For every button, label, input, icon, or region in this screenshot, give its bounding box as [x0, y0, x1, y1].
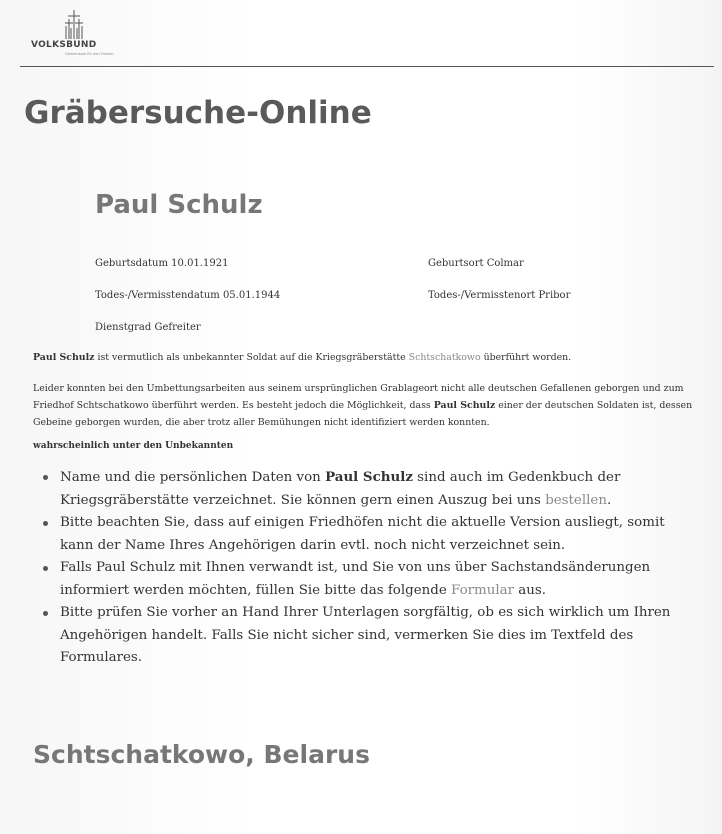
- cemetery-link[interactable]: Schtschatkowo: [408, 352, 481, 363]
- rank-value: Gefreiter: [154, 322, 201, 333]
- order-link[interactable]: bestellen: [545, 492, 607, 508]
- list-item-text: sind auch im Gedenkbuch der Kriegsgräberstätte verzeichnet. Sie können gern einen Auszug bei uns: [60, 470, 621, 508]
- bullet-dot-icon: [43, 521, 48, 526]
- rank-field: [95, 322, 201, 333]
- page-title: Gräbersuche-Online: [24, 95, 372, 131]
- list-item-text: Bitte prüfen Sie vorher an Hand Ihrer Unterlagen sorgfältig, ob es sich wirklich um Ihren Angehörigen handelt. Falls Sie nicht sicher sind, vermerken Sie dies im Textfeld des Formulares.: [60, 605, 671, 665]
- death-date-label: Todes-/Vermisstendatum: [95, 290, 220, 301]
- volksbund-logo[interactable]: [31, 10, 131, 58]
- death-place-field: [428, 290, 570, 301]
- death-date-field: [95, 290, 280, 301]
- list-item: [38, 512, 678, 557]
- birth-place-field: [428, 258, 524, 269]
- person-name-inline: Paul Schulz: [33, 352, 95, 363]
- reburial-paragraph: [33, 380, 698, 431]
- transfer-paragraph: [33, 349, 698, 366]
- list-item: [38, 602, 678, 670]
- list-item-text: .: [606, 492, 612, 508]
- birth-place-value: Colmar: [486, 258, 524, 269]
- bullet-dot-icon: [43, 611, 48, 616]
- transfer-text-end: überführt worden.: [480, 352, 572, 363]
- logo-subline: Gemeinsam für den Frieden: [65, 52, 114, 56]
- cemetery-heading: Schtschatkowo, Belarus: [33, 740, 370, 769]
- birth-place-label: Geburtsort: [428, 258, 484, 269]
- list-item: [38, 466, 678, 512]
- death-place-value: Pribor: [538, 290, 571, 301]
- birth-date-value: 10.01.1921: [171, 258, 229, 269]
- list-item-text: Bitte beachten Sie, dass auf einigen Friedhöfen nicht die aktuelle Version ausliegt, somit kann der Name Ihres Angehörigen darin evtl. noch nicht verzeichnet sein.: [60, 515, 665, 553]
- person-name-inline: Paul Schulz: [325, 469, 413, 485]
- list-item-text: aus.: [514, 582, 547, 598]
- reburial-text-end: einer der deutschen Soldaten ist, dessen Gebeine geborgen wurden, die aber trotz aller Bemühungen nicht identifiziert werden konnten.: [33, 400, 693, 428]
- person-name-heading: Paul Schulz: [95, 190, 263, 220]
- bullet-dot-icon: [43, 475, 48, 480]
- list-item: [38, 557, 678, 602]
- rank-label: Dienstgrad: [95, 322, 152, 333]
- transfer-text: ist vermutlich als unbekannter Soldat auf die Kriegsgräberstätte: [94, 352, 409, 363]
- reburial-text: Leider konnten bei den Umbettungsarbeiten aus seinem ursprünglichen Grablageort nicht alle deutschen Gefallenen geborgen und zum Friedhof Schtschatkowo überführt werden. Es besteht jedoch die Möglichkeit, dass: [33, 383, 684, 411]
- info-list: [38, 466, 678, 670]
- death-date-value: 05.01.1944: [222, 290, 281, 301]
- site-header: [0, 0, 722, 70]
- crosses-logo-icon: [63, 10, 85, 40]
- list-item-text: Name und die persönlichen Daten von: [60, 470, 326, 485]
- person-name-inline: Paul Schulz: [433, 400, 496, 411]
- status-note: wahrscheinlich unter den Unbekannten: [33, 441, 234, 451]
- birth-date-label: Geburtsdatum: [95, 258, 168, 269]
- death-place-label: Todes-/Vermisstenort: [428, 290, 536, 301]
- form-link[interactable]: Formular: [451, 582, 515, 598]
- bullet-dot-icon: [43, 566, 48, 571]
- logo-wordmark: VOLKSBUND: [31, 40, 97, 50]
- list-item-text: Falls Paul Schulz mit Ihnen verwandt ist, und Sie von uns über Sachstandsänderungen informiert werden möchten, füllen Sie bitte das folgende: [60, 560, 651, 598]
- header-divider: [20, 66, 714, 67]
- birth-date-field: [95, 258, 228, 269]
